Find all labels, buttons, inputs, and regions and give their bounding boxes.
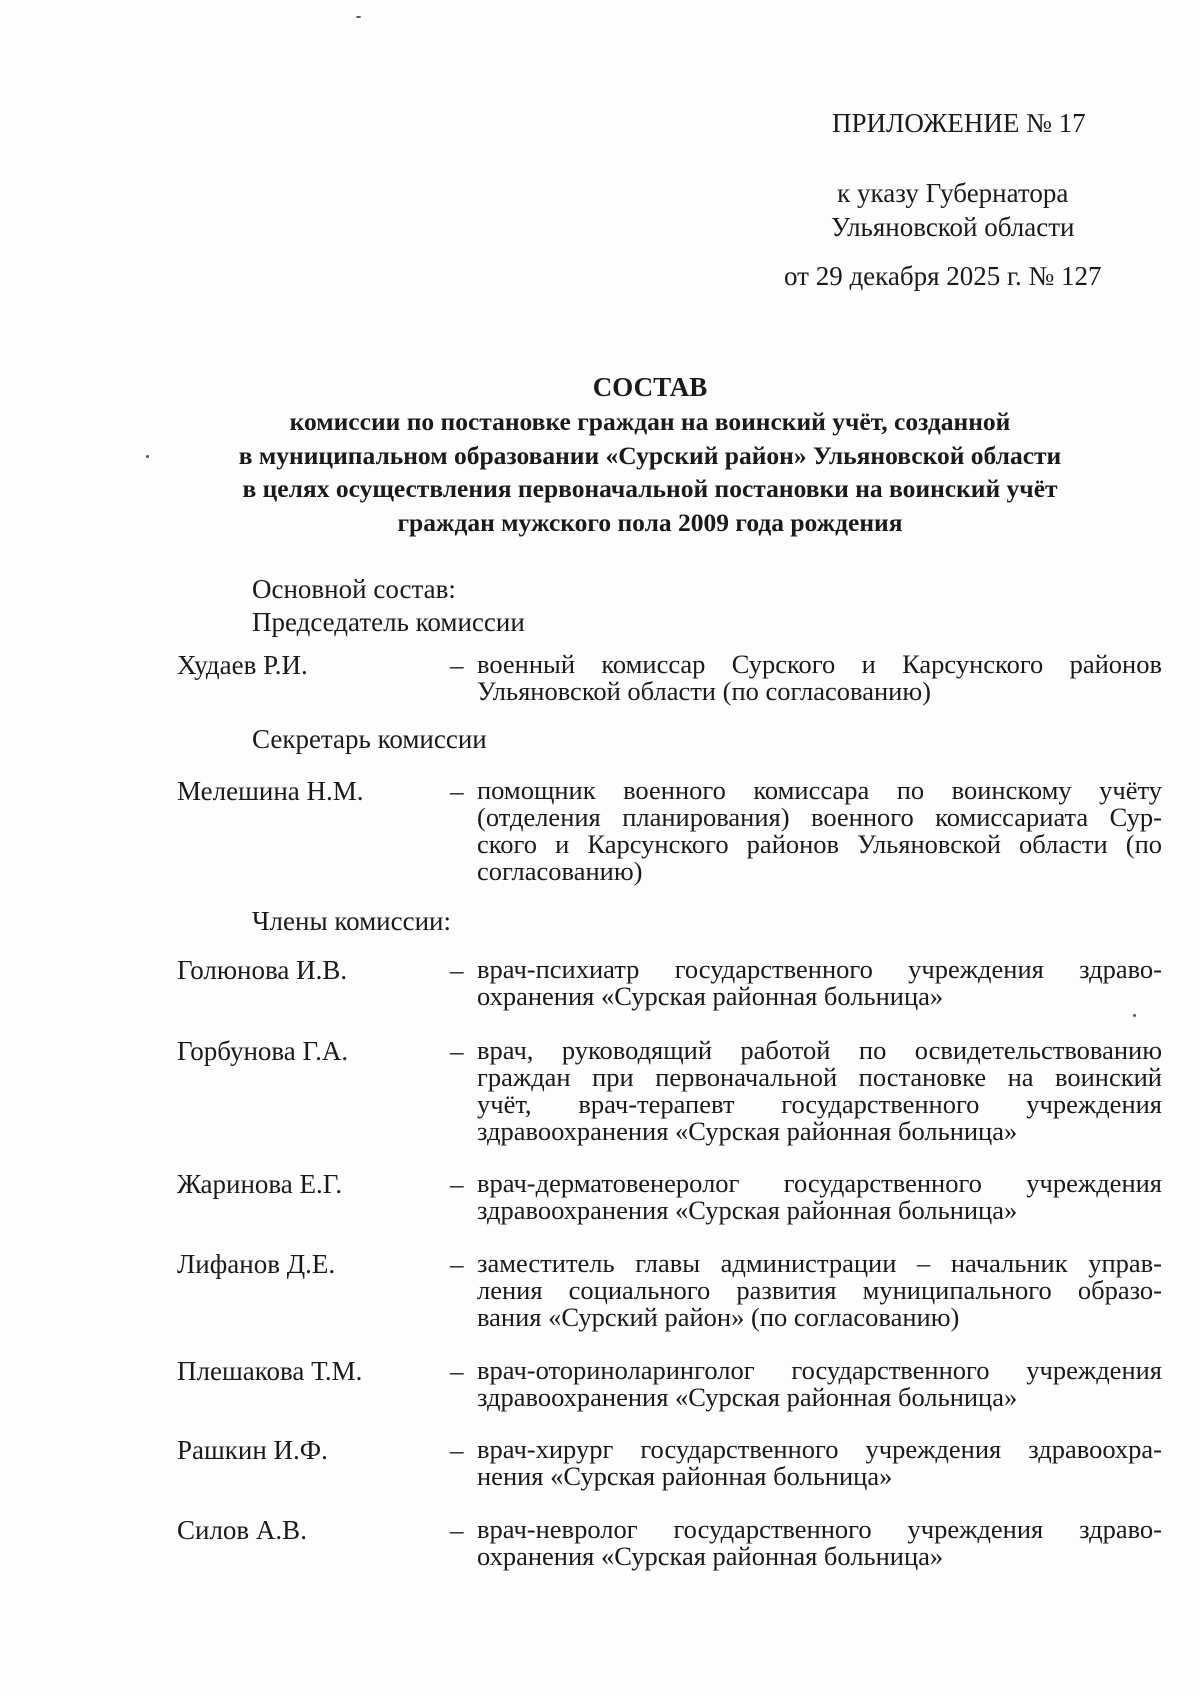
decree-reference — [831, 176, 1075, 244]
document-title: СОСТАВ — [592, 372, 708, 402]
secretary-label: Секретарь комиссии — [252, 724, 487, 754]
position-line: врач-невролог государственного учреждения здраво- — [477, 1514, 1162, 1544]
position-line: ского и Карсунского районов Ульяновской области (по — [477, 829, 1162, 859]
position-line: здравоохранения «Сурская районная больница» — [477, 1382, 1018, 1412]
position-line: согласованию) — [477, 856, 643, 886]
chairman-label: Председатель комиссии — [252, 607, 525, 637]
member-name: Рашкин И.Ф. — [177, 1435, 328, 1465]
dash: – — [450, 1515, 464, 1545]
position-line: здравоохранения «Сурская районная больница» — [477, 1195, 1018, 1225]
position-line: граждан при первоначальной постановке на воинский — [477, 1062, 1162, 1092]
position-line: ления социального развития муниципального образо- — [477, 1275, 1162, 1305]
position-line: охранения «Сурская районная больница» — [477, 1541, 944, 1571]
position-line: здравоохранения «Сурская районная больница» — [477, 1116, 1018, 1146]
member-position — [477, 1516, 1162, 1570]
decree-date: от 29 декабря 2025 г. № 127 — [784, 261, 1102, 291]
position-line: помощник военного комиссара по воинскому учёту — [477, 775, 1162, 805]
position-line: (отделения планирования) военного комиссариата Сур- — [477, 802, 1162, 832]
dash: – — [450, 1169, 464, 1199]
scan-speck — [356, 16, 361, 18]
position-line: врач-оториноларинголог государственного учреждения — [477, 1355, 1162, 1385]
member-name: Жаринова Е.Г. — [177, 1169, 343, 1199]
dash: – — [450, 1435, 464, 1465]
decree-line: к указу Губернатора — [837, 178, 1069, 208]
position-line: нения «Сурская районная больница» — [477, 1461, 893, 1491]
member-position — [477, 651, 1162, 705]
appendix-number: ПРИЛОЖЕНИЕ № 17 — [832, 108, 1086, 138]
document-subtitle — [120, 405, 1180, 539]
subtitle-line: в муниципальном образовании «Сурский район» Ульяновской области — [238, 440, 1062, 470]
dash: – — [450, 650, 464, 680]
position-line: Ульяновской области (по согласованию) — [477, 676, 931, 706]
position-line: врач-дерматовенеролог государственного учреждения — [477, 1168, 1162, 1198]
dash: – — [450, 1249, 464, 1279]
position-line: военный комиссар Сурского и Карсунского районов — [477, 649, 1162, 679]
member-name: Голюнова И.В. — [177, 955, 348, 985]
position-line: заместитель главы администрации – начальник управ- — [477, 1248, 1162, 1278]
member-position — [477, 1170, 1162, 1224]
member-name: Плешакова Т.М. — [177, 1356, 363, 1386]
position-line: вания «Сурский район» (по согласованию) — [477, 1302, 960, 1332]
member-position — [477, 777, 1162, 885]
member-position — [477, 1250, 1162, 1331]
member-name: Лифанов Д.Е. — [177, 1249, 336, 1279]
position-line: охранения «Сурская районная больница» — [477, 981, 944, 1011]
position-line: врач-психиатр государственного учреждения здраво- — [477, 954, 1162, 984]
member-position — [477, 1037, 1162, 1145]
decree-line: Ульяновской области — [831, 212, 1075, 242]
member-name: Горбунова Г.А. — [177, 1036, 349, 1066]
member-name: Мелешина Н.М. — [177, 776, 364, 806]
member-position — [477, 1436, 1162, 1490]
member-position — [477, 1357, 1162, 1411]
member-name: Силов А.В. — [177, 1515, 307, 1545]
members-label: Члены комиссии: — [252, 906, 451, 936]
dash: – — [450, 955, 464, 985]
dash: – — [450, 1036, 464, 1066]
position-line: врач-хирург государственного учреждения здравоохра- — [477, 1434, 1162, 1464]
scan-speck — [1133, 1014, 1136, 1017]
member-position — [477, 956, 1162, 1010]
member-name: Худаев Р.И. — [177, 650, 308, 680]
dash: – — [450, 1356, 464, 1386]
position-line: врач, руководящий работой по освидетельствованию — [477, 1035, 1162, 1065]
dash: – — [450, 776, 464, 806]
subtitle-line: в целях осуществления первоначальной постановки на воинский учёт — [242, 474, 1058, 503]
position-line: учёт, врач-терапевт государственного учреждения — [477, 1089, 1162, 1119]
subtitle-line: комиссии по постановке граждан на воинский учёт, созданной — [289, 407, 1011, 436]
subtitle-line: граждан мужского пола 2009 года рождения — [397, 507, 903, 537]
main-composition-label: Основной состав: — [252, 574, 456, 604]
